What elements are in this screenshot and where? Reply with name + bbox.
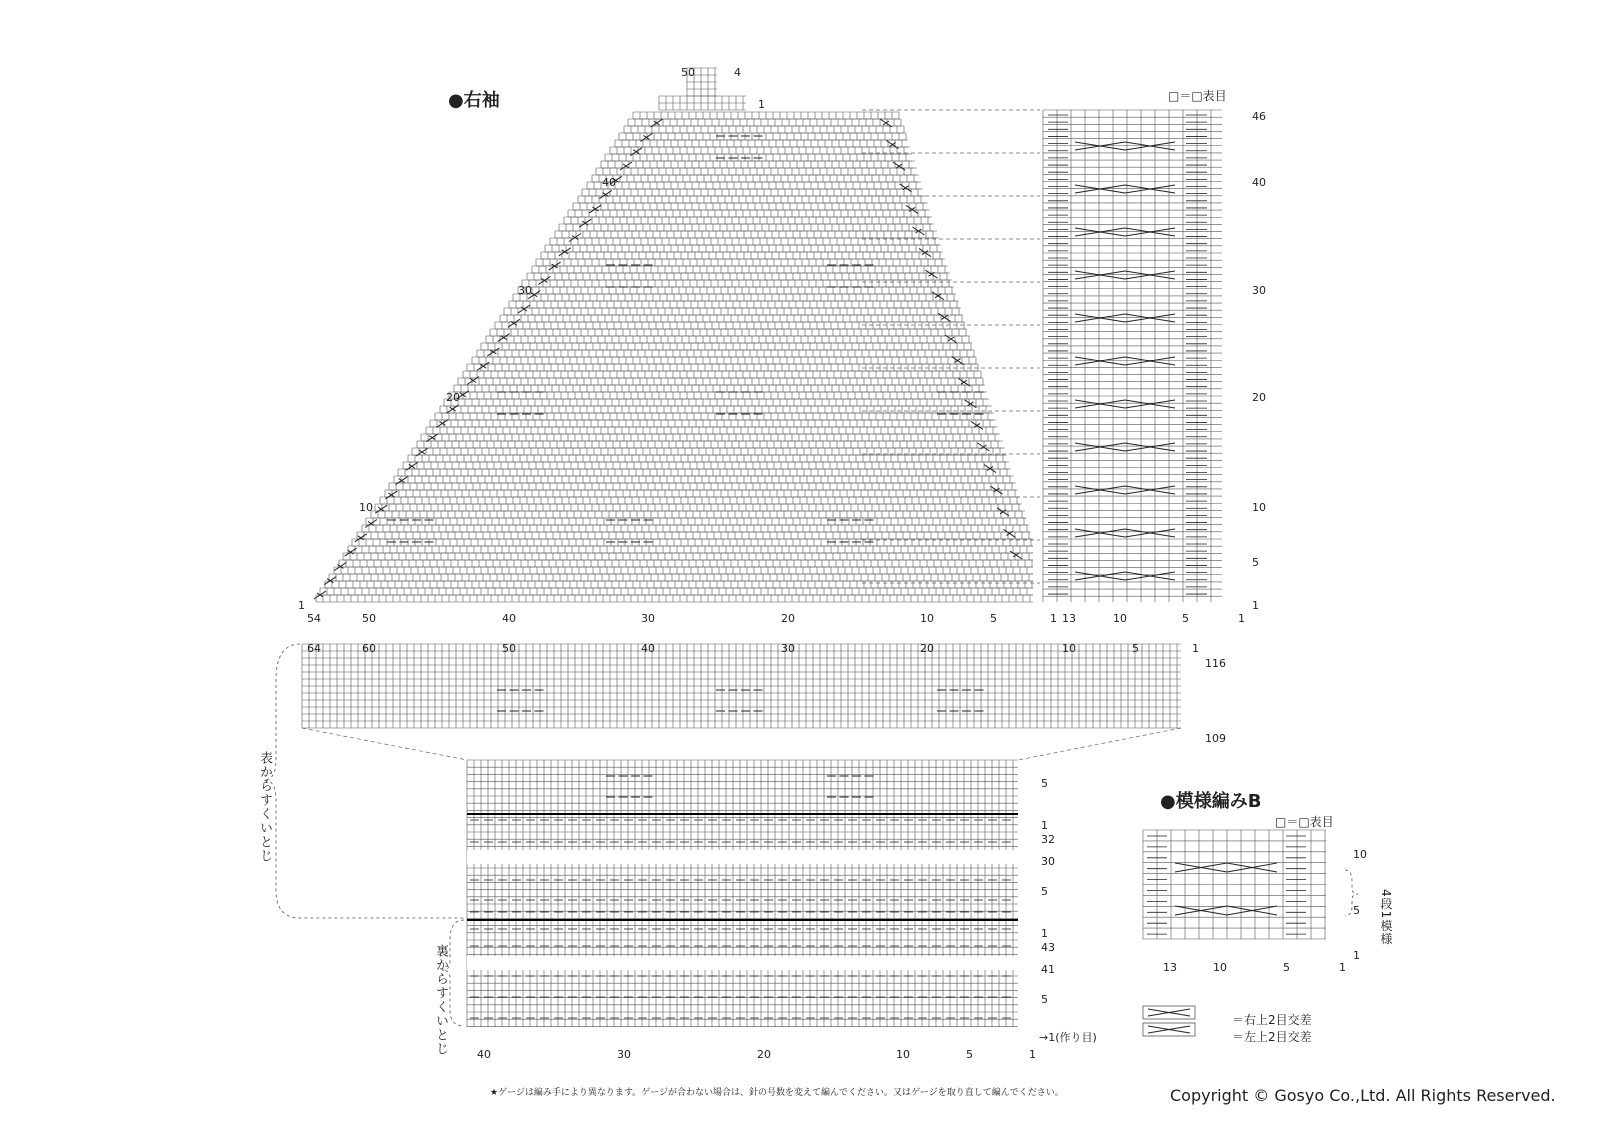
cap-label: 1 <box>758 98 765 111</box>
cap-row <box>601 161 915 168</box>
cap-row <box>325 581 1033 588</box>
mid-stitch-label: 10 <box>1062 642 1076 655</box>
cap-row <box>582 189 923 196</box>
cap-row <box>509 301 959 308</box>
low-stitch-label: 1 <box>1029 1048 1036 1061</box>
mid-stitch-label: 60 <box>362 642 376 655</box>
cap-stitch-label: 50 <box>362 612 376 625</box>
cap-row <box>385 490 1018 497</box>
cable-cross-mark <box>1075 357 1175 365</box>
mid-stitch-label: 5 <box>1132 642 1139 655</box>
cap-row <box>527 273 950 280</box>
cable-cross-mark <box>1075 572 1175 580</box>
decrease-mark <box>487 348 499 356</box>
low-row-label: 5 <box>1041 777 1048 790</box>
cap-label: 50 <box>681 66 695 79</box>
cap-row <box>615 140 908 147</box>
cap-row <box>628 119 901 126</box>
low-stitch-label: 5 <box>966 1048 973 1061</box>
cable-cross-mark <box>1175 863 1277 872</box>
decrease-mark <box>965 400 977 408</box>
band-gap <box>467 850 1018 864</box>
low-row-label: 32 <box>1041 833 1055 846</box>
legend-right-cross: ＝右上2目交差 <box>1232 1013 1312 1027</box>
sleeve-title: ●右袖 <box>448 90 500 111</box>
cable-stitch-label: 1 <box>1238 612 1245 625</box>
cap-row <box>596 168 917 175</box>
mid-row-label: 116 <box>1205 657 1226 670</box>
mid-stitch-label: 30 <box>781 642 795 655</box>
cable-row-label: 46 <box>1252 110 1266 123</box>
cap-row <box>435 413 994 420</box>
cap-stitch-label: 20 <box>781 612 795 625</box>
cap-label: 1 <box>298 599 305 612</box>
decrease-mark <box>436 419 448 427</box>
cap-row <box>375 504 1022 511</box>
cable-cross-mark <box>1075 228 1175 236</box>
cap-row <box>564 217 932 224</box>
cap-row <box>444 399 989 406</box>
legend-knit-stitch-b: □＝□表目 <box>1275 815 1334 829</box>
cap-row <box>426 427 998 434</box>
cap-stitch-label: 1 <box>1050 612 1057 625</box>
low-row-label: 43 <box>1041 941 1055 954</box>
cap-stitch-label: 40 <box>502 612 516 625</box>
decrease-mark <box>971 421 983 429</box>
cable-row-label: 10 <box>1252 501 1266 514</box>
cap-row <box>463 371 981 378</box>
mid-stitch-label: 64 <box>307 642 321 655</box>
cap-row <box>500 315 963 322</box>
decrease-mark <box>997 508 1009 516</box>
cable-cross-mark <box>1075 529 1175 537</box>
cap-row <box>357 532 1031 539</box>
legend-left-cross: ＝左上2目交差 <box>1232 1030 1312 1044</box>
cap-row <box>633 112 899 119</box>
mid-stitch-label: 40 <box>641 642 655 655</box>
cap-row <box>578 196 926 203</box>
mid-row-label: 109 <box>1205 732 1226 745</box>
cap-row <box>348 546 1033 553</box>
cap-label: 30 <box>518 284 532 297</box>
cap-row <box>568 210 930 217</box>
cap-row <box>334 567 1033 574</box>
b-row-label: 5 <box>1353 904 1360 917</box>
bracket-back-label: 裏からすくいとじ <box>433 944 448 1056</box>
decrease-mark <box>926 270 938 278</box>
cap-row <box>518 287 954 294</box>
low-row-label: 41 <box>1041 963 1055 976</box>
cap-row <box>486 336 970 343</box>
cap-row <box>481 343 972 350</box>
decrease-mark <box>900 184 912 192</box>
cap-label: 20 <box>446 391 460 404</box>
cap-row <box>339 560 1033 567</box>
cable-cross-mark <box>1175 906 1277 915</box>
cap-label: 4 <box>734 66 741 79</box>
decrease-mark <box>569 234 581 242</box>
b-row-label: 1 <box>1353 949 1360 962</box>
cable-cross-mark <box>1075 185 1175 193</box>
cap-row <box>343 553 1033 560</box>
cap-row <box>541 252 943 259</box>
low-row-label: 5 <box>1041 885 1048 898</box>
bracket-front-label: 表からすくいとじ <box>257 751 272 863</box>
copyright: Copyright © Gosyo Co.,Ltd. All Rights Reserved. <box>1170 1086 1556 1105</box>
cap-row <box>555 231 937 238</box>
cap-row <box>398 469 1011 476</box>
mid-stitch-label: 20 <box>920 642 934 655</box>
decrease-mark <box>375 505 387 513</box>
cap-row <box>587 182 921 189</box>
cast-on-label: →1(作り目) <box>1039 1031 1097 1044</box>
gauge-note: ★ゲージは編み手により異なります。ゲージが合わない場合は、針の号数を変えて編んでください。又はゲージを取り直して編んでください。 <box>490 1088 1064 1098</box>
repeat-label: 4段1模様 <box>1379 889 1393 946</box>
b-stitch-label: 10 <box>1213 961 1227 974</box>
band-gap <box>467 956 1018 970</box>
cable-row-label: 1 <box>1252 599 1259 612</box>
cap-stitch-label: 10 <box>920 612 934 625</box>
cap-row <box>449 392 987 399</box>
decrease-mark <box>396 477 408 485</box>
cap-row <box>467 364 978 371</box>
mid-stitch-label: 1 <box>1192 642 1199 655</box>
cable-panel <box>1043 110 1222 602</box>
cap-row <box>380 497 1020 504</box>
low-row-label: 30 <box>1041 855 1055 868</box>
cap-row <box>417 441 1003 448</box>
legend-knit-stitch: □＝□表目 <box>1168 89 1227 103</box>
cap-row <box>371 511 1025 518</box>
mid-stitch-label: 50 <box>502 642 516 655</box>
cap-row <box>421 434 1000 441</box>
decrease-mark <box>538 276 550 284</box>
decrease-mark <box>365 520 377 528</box>
cable-row-label: 20 <box>1252 391 1266 404</box>
cap-row <box>624 126 904 133</box>
connector-line <box>302 728 1181 760</box>
cap-row <box>430 420 996 427</box>
pattern-b-title: ●模様編みB <box>1160 791 1262 812</box>
low-stitch-label: 40 <box>477 1048 491 1061</box>
cap-row <box>550 238 939 245</box>
cap-row <box>490 329 967 336</box>
cap-label: 40 <box>602 176 616 189</box>
low-stitch-label: 30 <box>617 1048 631 1061</box>
cap-row <box>366 518 1027 525</box>
cap-stitch-label: 54 <box>307 612 321 625</box>
b-row-label: 10 <box>1353 848 1367 861</box>
left-cross-icon <box>1148 1026 1190 1033</box>
decrease-mark <box>334 562 346 570</box>
cap-row <box>458 378 983 385</box>
cap-label: 10 <box>359 501 373 514</box>
cap-row <box>522 280 952 287</box>
decrease-mark <box>1004 529 1016 537</box>
cap-row <box>316 595 1033 602</box>
cap-row <box>394 476 1014 483</box>
decrease-mark <box>630 148 642 156</box>
cap-row <box>592 175 919 182</box>
cap-row <box>513 294 956 301</box>
cap-row <box>504 308 961 315</box>
cap-row <box>454 385 985 392</box>
cap-row <box>532 266 948 273</box>
b-stitch-label: 13 <box>1163 961 1177 974</box>
decrease-mark <box>589 205 601 213</box>
decrease-mark <box>919 249 931 257</box>
cable-cross-mark <box>1075 400 1175 408</box>
low-row-label: 5 <box>1041 993 1048 1006</box>
cap-row <box>362 525 1029 532</box>
cap-row <box>352 539 1033 546</box>
cap-row <box>573 203 928 210</box>
decrease-mark <box>385 491 397 499</box>
decrease-mark <box>498 334 510 342</box>
cable-cross-mark <box>1075 271 1175 279</box>
cable-row-label: 30 <box>1252 284 1266 297</box>
pattern-b-grid <box>1143 830 1326 939</box>
cable-cross-mark <box>1075 486 1175 494</box>
cable-cross-mark <box>1075 443 1175 451</box>
decrease-mark <box>447 405 459 413</box>
cap-row <box>559 224 934 231</box>
lower-band <box>467 760 1018 1027</box>
decrease-mark <box>939 313 951 321</box>
cap-row <box>403 462 1009 469</box>
low-row-label: 1 <box>1041 927 1048 940</box>
cable-cross-mark <box>1075 314 1175 322</box>
decrease-mark <box>355 534 367 542</box>
cap-row <box>389 483 1016 490</box>
cable-stitch-label: 10 <box>1113 612 1127 625</box>
cap-row <box>412 448 1005 455</box>
cap-row <box>495 322 965 329</box>
b-stitch-label: 5 <box>1283 961 1290 974</box>
cap-stitch-label: 30 <box>641 612 655 625</box>
cap-stitch-label: 5 <box>990 612 997 625</box>
b-stitch-label: 1 <box>1339 961 1346 974</box>
cap-row <box>320 588 1033 595</box>
low-row-label: 1 <box>1041 819 1048 832</box>
cap-row <box>440 406 992 413</box>
cap-row <box>536 259 945 266</box>
cap-row <box>329 574 1033 581</box>
right-cross-icon <box>1148 1009 1190 1016</box>
cap-row <box>477 350 974 357</box>
low-stitch-label: 10 <box>896 1048 910 1061</box>
cap-top <box>659 96 746 110</box>
cable-stitch-label: 5 <box>1182 612 1189 625</box>
decrease-mark <box>518 305 530 313</box>
low-stitch-label: 20 <box>757 1048 771 1061</box>
cap-row <box>408 455 1007 462</box>
cap-row <box>545 245 941 252</box>
cable-stitch-label: 13 <box>1062 612 1076 625</box>
cable-row-label: 40 <box>1252 176 1266 189</box>
cap-row <box>472 357 976 364</box>
bracket <box>264 644 464 918</box>
middle-band <box>302 644 1181 728</box>
cable-row-label: 5 <box>1252 556 1259 569</box>
